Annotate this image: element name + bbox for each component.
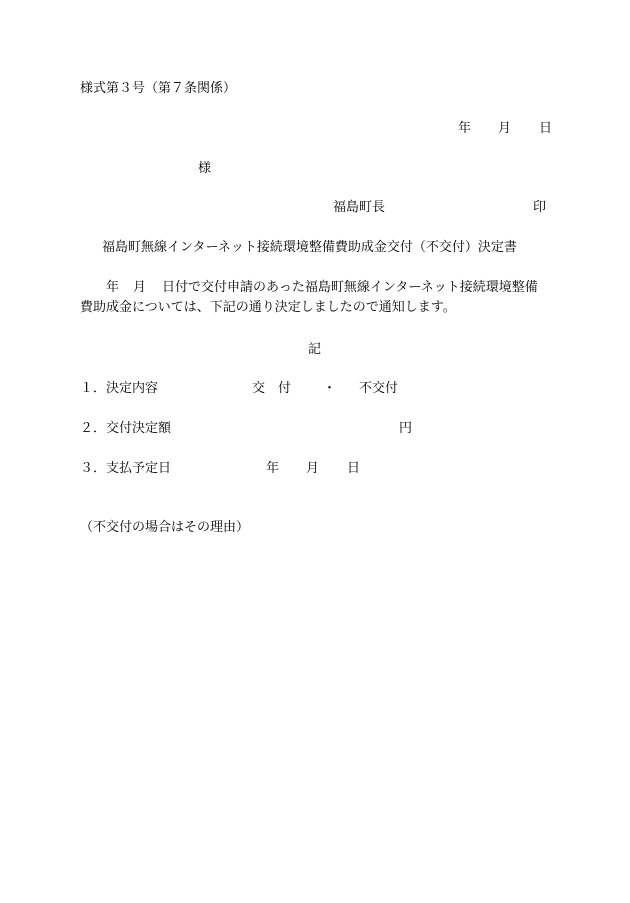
issuer-name: 福島町長	[333, 200, 386, 215]
document-title: 福島町無線インターネット接続環境整備費助成金交付（不交付）決定書	[102, 240, 517, 255]
item-1-label: １．決定内容	[80, 381, 159, 396]
item-2-label: ２．交付決定額	[80, 421, 172, 436]
item-2-unit: 円	[399, 421, 413, 436]
date-year: 年	[458, 121, 472, 136]
item-1-separator: ・	[323, 381, 337, 396]
body-line-2: 費助成金については、下記の通り決定しましたので通知します。	[80, 300, 456, 315]
body-line-1	[80, 279, 538, 297]
item-3-month: 月	[306, 461, 320, 476]
body-month: 月	[133, 280, 147, 295]
ki-heading: 記	[308, 342, 322, 357]
item-1-option-nongrant: 不交付	[359, 381, 399, 396]
date-month: 月	[498, 121, 512, 136]
item-3-day: 日	[347, 461, 361, 476]
reason-note: （不交付の場合はその理由）	[80, 520, 250, 535]
addressee-suffix: 様	[198, 161, 212, 176]
item-3-year: 年	[266, 461, 280, 476]
item-1-option-grant: 交 付	[252, 381, 292, 396]
body-text-1: 日付で交付申請のあった福島町無線インターネット接続環境整備	[162, 280, 538, 295]
form-number: 様式第３号（第７条関係）	[80, 81, 237, 96]
seal-mark: 印	[533, 200, 547, 215]
date-day: 日	[539, 121, 553, 136]
body-year: 年	[106, 280, 120, 295]
item-3-label: ３．支払予定日	[80, 461, 172, 476]
